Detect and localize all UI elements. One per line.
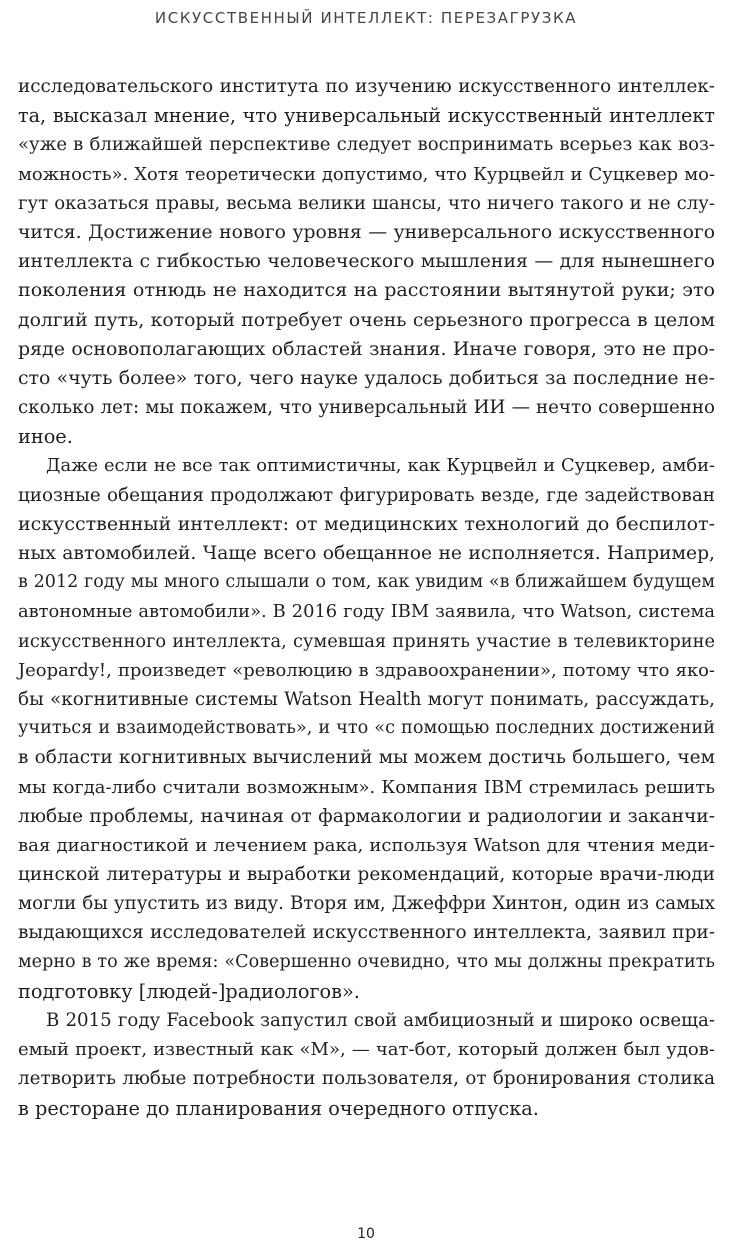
text-line: интеллекта с гибкостью человеческого мышления — для нынешнего (18, 251, 715, 273)
text-line: цинской литературы и выработки рекомендаций, которые врачи-люди (18, 864, 715, 886)
text-line: емый проект, известный как «М», — чат-бот, который должен был удов- (18, 1039, 715, 1061)
text-line: вая диагностикой и лечением рака, используя Watson для чтения меди- (18, 834, 715, 856)
text-line: сколько лет: мы покажем, что универсальный ИИ — нечто совершенно (18, 397, 715, 419)
text-line: та, высказал мнение, что универсальный искусственный интеллект (18, 104, 715, 128)
text-line: ных автомобилей. Чаще всего обещанное не исполняется. Например, (18, 543, 715, 564)
text-line: искусственный интеллект: от медицинских технологий до беспилот- (18, 512, 715, 535)
text-line: искусственного интеллекта, сумевшая принять участие в телевикторине (18, 630, 715, 652)
text-line: чится. Достижение нового уровня — универсального искусственного (18, 221, 715, 243)
text-line: «уже в ближайшей перспективе следует воспринимать всерьез как воз- (18, 134, 715, 156)
text-line: любые проблемы, начиная от фармакологии и радиологии и заканчи- (18, 805, 715, 827)
text-line: циозные обещания продолжают фигурировать везде, где задействован (18, 484, 715, 506)
text-line: летворить любые потребности пользователя, от бронирования столика (18, 1068, 715, 1090)
text-line: гут оказаться правы, весьма велики шансы, что ничего такого и не слу- (18, 192, 715, 214)
text-line: В 2015 году Facebook запустил свой амбициозный и широко освеща- (46, 1010, 715, 1031)
text-line: Даже если не все так оптимистичны, как Курцвейл и Суцкевер, амби- (46, 455, 715, 477)
text-line: автономные автомобили». В 2016 году IBM заявила, что Watson, система (18, 601, 715, 623)
text-line: исследовательского института по изучению искусственного интеллек- (18, 76, 715, 97)
text-line: сто «чуть более» того, чего науке удалось добиться за последние не- (18, 366, 715, 389)
text-line: могли бы упустить из виду. Вторя им, Джеффри Хинтон, один из самых (18, 893, 715, 915)
text-line: мерно в то же время: «Совершенно очевидно, что мы должны прекратить (18, 951, 715, 972)
text-line: ряде основополагающих областей знания. Иначе говоря, это не про- (18, 337, 715, 360)
text-line: иное. (18, 425, 73, 449)
page-number: 10 (357, 1226, 375, 1242)
text-line: в области когнитивных вычислений мы можем достичь большего, чем (18, 747, 715, 769)
text-line: учиться и взаимодействовать», и что «с помощью последних достижений (18, 718, 715, 739)
text-line: мы когда-либо считали возможным». Компания IBM стремилась решить (18, 776, 715, 798)
text-line: в 2012 году мы много слышали о том, как увидим «в ближайшем будущем (18, 572, 715, 593)
text-line: выдающихся исследователей искусственного интеллекта, заявил при- (18, 922, 715, 944)
text-line: можность». Хотя теоретически допустимо, что Курцвейл и Суцкевер мо- (18, 163, 715, 185)
text-line: долгий путь, который потребует очень серьезного прогресса в целом (18, 309, 715, 331)
text-line: поколения отнюдь не находится на расстоянии вытянутой руки; это (18, 279, 715, 302)
text-line: в ресторане до планирования очередного отпуска. (18, 1096, 539, 1120)
body-text (18, 72, 715, 1123)
text-line: подготовку [людей-]радиологов». (18, 979, 360, 1003)
running-head: ИСКУССТВЕННЫЙ ИНТЕЛЛЕКТ: ПЕРЕЗАГРУЗКА (154, 9, 578, 27)
text-line: бы «когнитивные системы Watson Health могут понимать, рассуждать, (18, 688, 715, 710)
text-line: Jeopardy!, произведет «революцию в здравоохранении», потому что яко- (18, 659, 715, 681)
